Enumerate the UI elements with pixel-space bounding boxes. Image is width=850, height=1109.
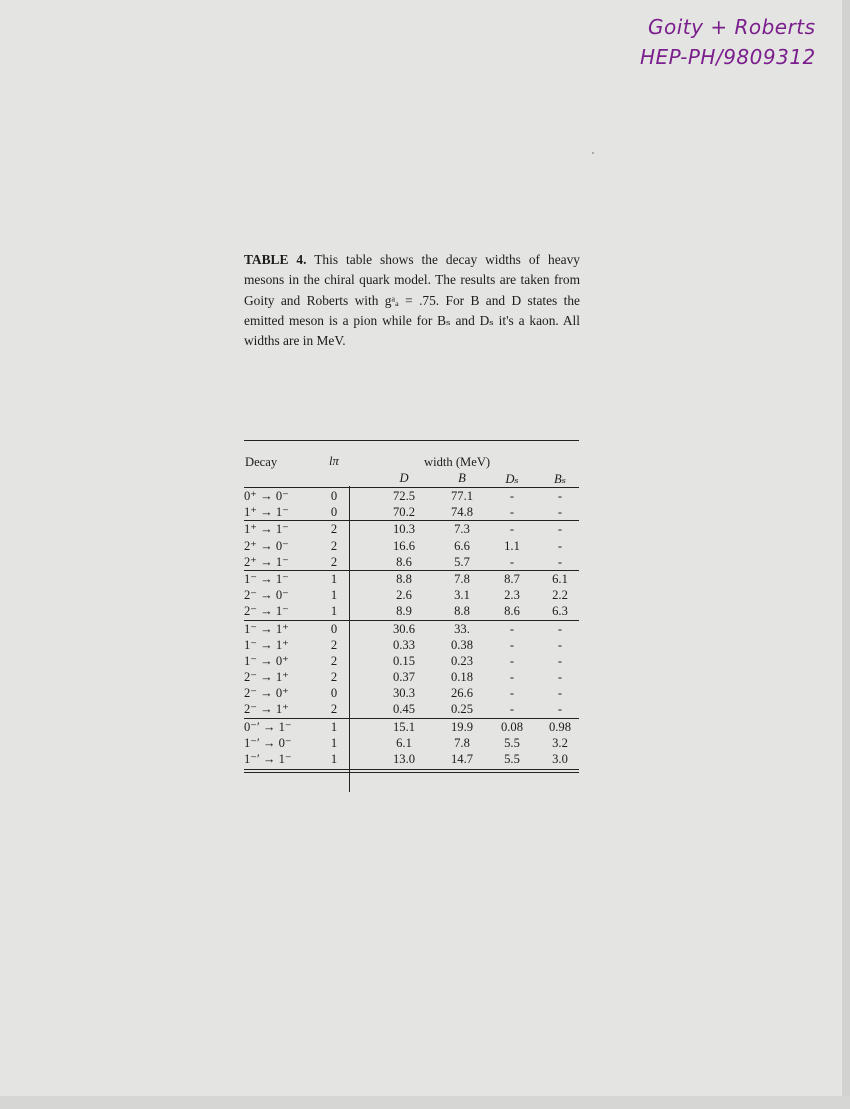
cell-l-pi: 2 — [330, 670, 338, 685]
table-row — [244, 603, 579, 619]
cell-b: 33. — [454, 621, 470, 636]
caption-label: TABLE 4. — [244, 252, 307, 267]
table-row — [244, 637, 579, 653]
cell-decay: 2⁻ → 1⁺ — [244, 670, 289, 685]
cell-l-pi: 0 — [330, 489, 338, 503]
cell-ds: 2.3 — [504, 588, 520, 603]
cell-b: 7.8 — [454, 571, 470, 586]
cell-l-pi: 2 — [330, 538, 338, 553]
cell-b: 19.9 — [450, 719, 474, 734]
cell-b: 0.38 — [450, 637, 474, 652]
cell-b: 0.23 — [450, 653, 474, 668]
cell-bs: - — [557, 653, 563, 668]
table-bottom-rule-2 — [244, 772, 579, 773]
cell-bs: 6.3 — [552, 604, 568, 619]
cell-ds: 1.1 — [504, 538, 520, 553]
table-row — [244, 538, 579, 554]
cell-decay: 2⁻ → 0⁺ — [244, 686, 289, 701]
header-width: width (MeV) — [424, 455, 491, 469]
cell-ds: 8.7 — [504, 571, 520, 586]
cell-bs: - — [557, 702, 563, 717]
cell-d: 0.37 — [392, 670, 416, 685]
cell-decay: 2⁻ → 0⁻ — [244, 588, 289, 603]
handwritten-authors: Goity + Roberts — [648, 15, 816, 39]
table-row — [244, 571, 579, 587]
cell-decay: 1⁺ → 1⁻ — [244, 522, 289, 537]
cell-bs: - — [557, 686, 563, 701]
row-group — [244, 487, 579, 520]
cell-d: 30.3 — [392, 686, 416, 701]
table-row — [244, 719, 579, 735]
cell-l-pi: 2 — [330, 554, 338, 569]
cell-b: 14.7 — [450, 752, 474, 766]
cell-bs: - — [557, 489, 563, 503]
page-edge-bottom — [0, 1096, 850, 1109]
cell-d: 6.1 — [396, 735, 412, 750]
cell-ds: - — [509, 686, 515, 701]
row-group — [244, 520, 579, 570]
cell-bs: 2.2 — [552, 588, 568, 603]
cell-bs: 3.2 — [552, 735, 568, 750]
cell-d: 0.15 — [392, 653, 416, 668]
table-row — [244, 554, 579, 570]
cell-l-pi: 0 — [330, 621, 338, 636]
cell-l-pi: 1 — [330, 571, 338, 586]
cell-l-pi: 2 — [330, 637, 338, 652]
cell-decay: 1⁻ → 1⁺ — [244, 621, 289, 636]
cell-b: 0.18 — [450, 670, 474, 685]
table-header — [244, 441, 579, 487]
table-row — [244, 621, 579, 637]
cell-decay: 2⁻ → 1⁻ — [244, 604, 289, 619]
row-group — [244, 620, 579, 718]
cell-b: 6.6 — [454, 538, 470, 553]
cell-decay: 1⁻ → 1⁺ — [244, 637, 289, 652]
cell-b: 5.7 — [454, 554, 470, 569]
cell-b: 74.8 — [450, 505, 474, 520]
cell-l-pi: 2 — [330, 653, 338, 668]
cell-d: 0.33 — [392, 637, 416, 652]
header-l-pi: lπ — [329, 454, 339, 468]
cell-bs: - — [557, 538, 563, 553]
cell-bs: 6.1 — [552, 571, 568, 586]
cell-bs: - — [557, 554, 563, 569]
row-group — [244, 570, 579, 620]
cell-decay: 1⁻′ → 1⁻ — [244, 752, 292, 766]
cell-decay: 2⁺ → 0⁻ — [244, 538, 289, 553]
cell-ds: - — [509, 702, 515, 717]
header-decay: Decay — [245, 455, 278, 469]
cell-bs: - — [557, 670, 563, 685]
cell-ds: - — [509, 653, 515, 668]
cell-l-pi: 1 — [330, 735, 338, 750]
cell-decay: 1⁻′ → 0⁻ — [244, 735, 292, 750]
cell-decay: 0⁻′ → 1⁻ — [244, 719, 292, 734]
header-d: D — [399, 471, 409, 485]
cell-decay: 1⁻ → 0⁺ — [244, 653, 289, 668]
cell-d: 2.6 — [396, 588, 412, 603]
cell-ds: - — [509, 637, 515, 652]
cell-decay: 1⁺ → 1⁻ — [244, 505, 289, 520]
cell-b: 3.1 — [454, 588, 470, 603]
cell-b: 8.8 — [454, 604, 470, 619]
cell-d: 8.9 — [396, 604, 412, 619]
cell-d: 72.5 — [392, 489, 416, 503]
cell-l-pi: 0 — [330, 686, 338, 701]
row-group — [244, 718, 579, 768]
cell-ds: - — [509, 505, 515, 520]
cell-decay: 2⁻ → 1⁺ — [244, 702, 289, 717]
cell-l-pi: 1 — [330, 588, 338, 603]
table-row — [244, 701, 579, 717]
cell-ds: - — [509, 489, 515, 503]
table-row — [244, 521, 579, 537]
cell-b: 7.3 — [454, 522, 470, 537]
header-bs: Bₛ — [554, 472, 566, 486]
cell-b: 0.25 — [450, 702, 474, 717]
table-row — [244, 735, 579, 751]
cell-l-pi: 2 — [330, 522, 338, 537]
cell-bs: 3.0 — [552, 752, 568, 766]
page-edge-right — [842, 0, 850, 1109]
table-row — [244, 488, 579, 504]
cell-d: 10.3 — [392, 522, 416, 537]
table-row — [244, 504, 579, 520]
cell-ds: - — [509, 554, 515, 569]
cell-b: 77.1 — [450, 489, 474, 503]
table-body — [244, 487, 579, 767]
cell-bs: - — [557, 621, 563, 636]
cell-ds: 0.08 — [500, 719, 524, 734]
cell-d: 0.45 — [392, 702, 416, 717]
cell-ds: 5.5 — [504, 752, 520, 766]
table-row — [244, 669, 579, 685]
caption-text: This table shows the decay widths of heavy mesons in the chiral quark model. The results are taken from Goity and Roberts with gᵃₐ = .75. For B and D states the emitted meson is a pion while for Bₛ and Dₛ it's a kaon. All widths are in MeV. — [244, 252, 580, 349]
cell-d: 30.6 — [392, 621, 416, 636]
handwritten-note — [640, 12, 840, 72]
table-bottom-rule — [244, 769, 579, 770]
cell-ds: 5.5 — [504, 735, 520, 750]
table-row — [244, 587, 579, 603]
cell-l-pi: 1 — [330, 719, 338, 734]
cell-b: 7.8 — [454, 735, 470, 750]
table-row — [244, 653, 579, 669]
cell-d: 15.1 — [392, 719, 416, 734]
table-caption — [244, 250, 580, 351]
cell-d: 70.2 — [392, 505, 416, 520]
cell-bs: - — [557, 522, 563, 537]
handwritten-preprint-id: HEP-PH/9809312 — [640, 45, 816, 69]
cell-d: 13.0 — [392, 752, 416, 766]
cell-d: 8.6 — [396, 554, 412, 569]
cell-ds: - — [509, 522, 515, 537]
cell-l-pi: 1 — [330, 752, 338, 766]
scan-speck — [592, 152, 594, 154]
cell-ds: 8.6 — [504, 604, 520, 619]
header-ds: Dₛ — [505, 472, 519, 486]
cell-l-pi: 0 — [330, 505, 338, 520]
cell-decay: 2⁺ → 1⁻ — [244, 554, 289, 569]
cell-bs: - — [557, 637, 563, 652]
cell-b: 26.6 — [450, 686, 474, 701]
cell-ds: - — [509, 670, 515, 685]
cell-bs: - — [557, 505, 563, 520]
cell-ds: - — [509, 621, 515, 636]
decay-width-table — [244, 440, 579, 773]
cell-bs: 0.98 — [548, 719, 572, 734]
table-row — [244, 685, 579, 701]
cell-decay: 1⁻ → 1⁻ — [244, 571, 289, 586]
cell-decay: 0⁺ → 0⁻ — [244, 489, 289, 503]
cell-d: 8.8 — [396, 571, 412, 586]
header-b: B — [458, 471, 466, 485]
cell-d: 16.6 — [392, 538, 416, 553]
cell-l-pi: 1 — [330, 604, 338, 619]
table-row — [244, 751, 579, 767]
cell-l-pi: 2 — [330, 702, 338, 717]
